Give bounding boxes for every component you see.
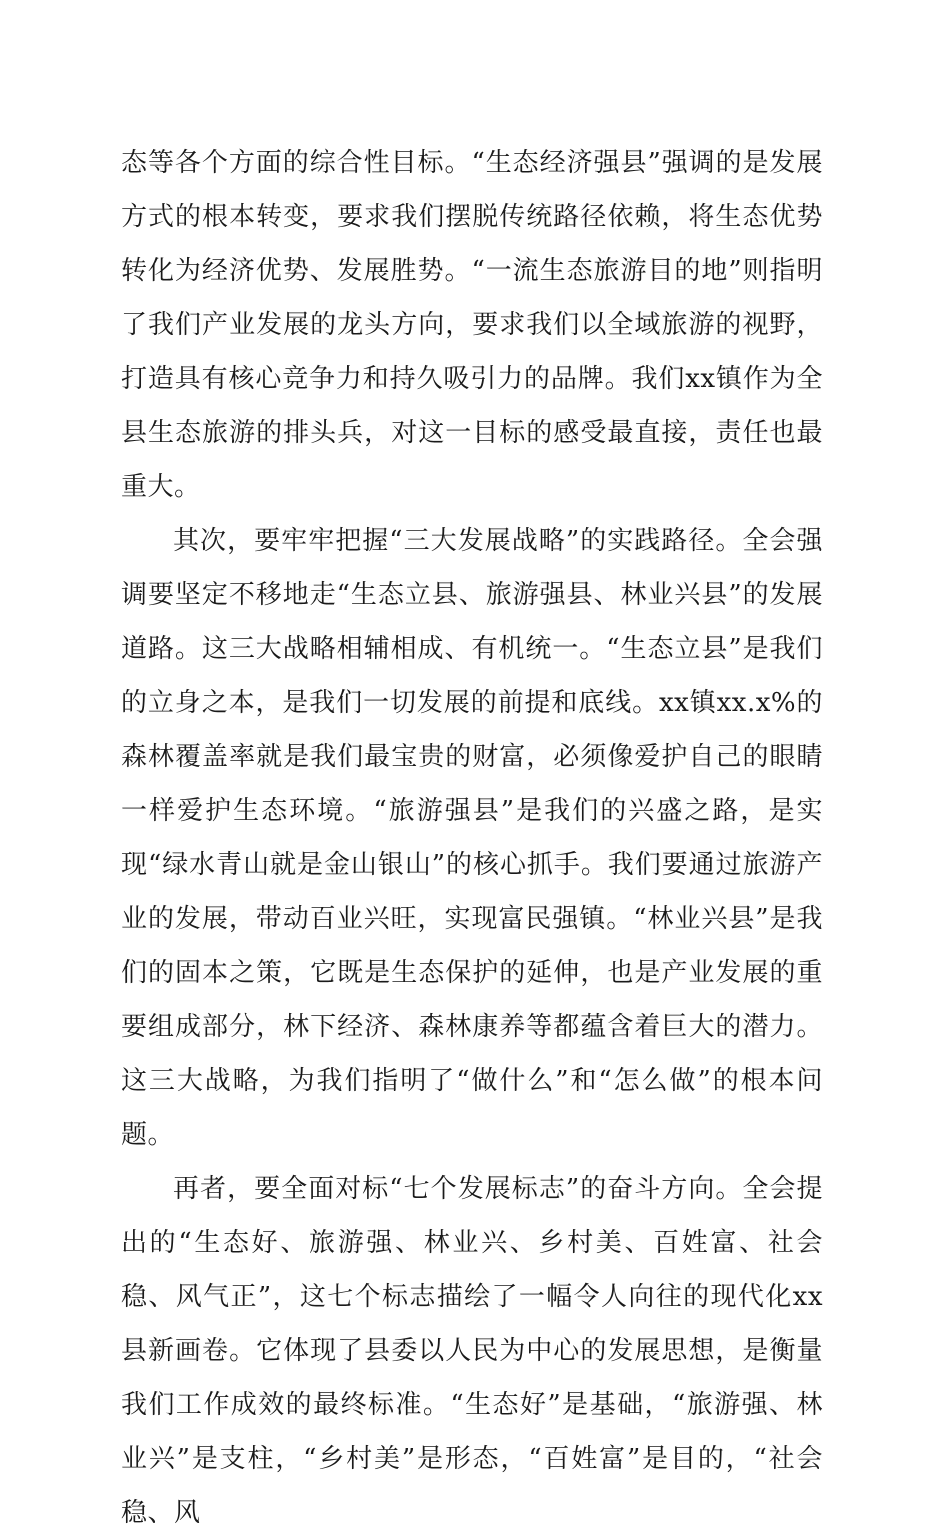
paragraph-three-strategies: 其次，要牢牢把握“三大发展战略”的实践路径。全会强调要坚定不移地走“生态立县、旅游强县、林业兴县”的发展道路。这三大战略相辅相成、有机统一。“生态立县”是我们的立身之本，是我们一切发展的前提和底线。xx镇xx.x%的森林覆盖率就是我们最宝贵的财富，必须像爱护自己的眼睛一样爱护生态环境。“旅游强县”是我们的兴盛之路，是实现“绿水青山就是金山银山”的核心抓手。我们要通过旅游产业的发展，带动百业兴旺，实现富民强镇。“林业兴县”是我们的固本之策，它既是生态保护的延伸，也是产业发展的重要组成部分，林下经济、森林康养等都蕴含着巨大的潜力。这三大战略，为我们指明了“做什么”和“怎么做”的根本问题。	[121, 526, 823, 1150]
paragraph-continuation: 态等各个方面的综合性目标。“生态经济强县”强调的是发展方式的根本转变，要求我们摆脱传统路径依赖，将生态优势转化为经济优势、发展胜势。“一流生态旅游目的地”则指明了我们产业发展的龙头方向，要求我们以全域旅游的视野，打造具有核心竞争力和持久吸引力的品牌。我们xx镇作为全县生态旅游的排头兵，对这一目标的感受最直接，责任也最重大。	[121, 148, 823, 502]
document-body	[121, 136, 823, 1540]
paragraph-seven-signs: 再者，要全面对标“七个发展标志”的奋斗方向。全会提出的“生态好、旅游强、林业兴、乡村美、百姓富、社会稳、风气正”，这七个标志描绘了一幅令人向往的现代化xx县新画卷。它体现了县委以人民为中心的发展思想，是衡量我们工作成效的最终标准。“生态好”是基础，“旅游强、林业兴”是支柱，“乡村美”是形态，“百姓富”是目的，“社会稳、风	[121, 1174, 823, 1528]
